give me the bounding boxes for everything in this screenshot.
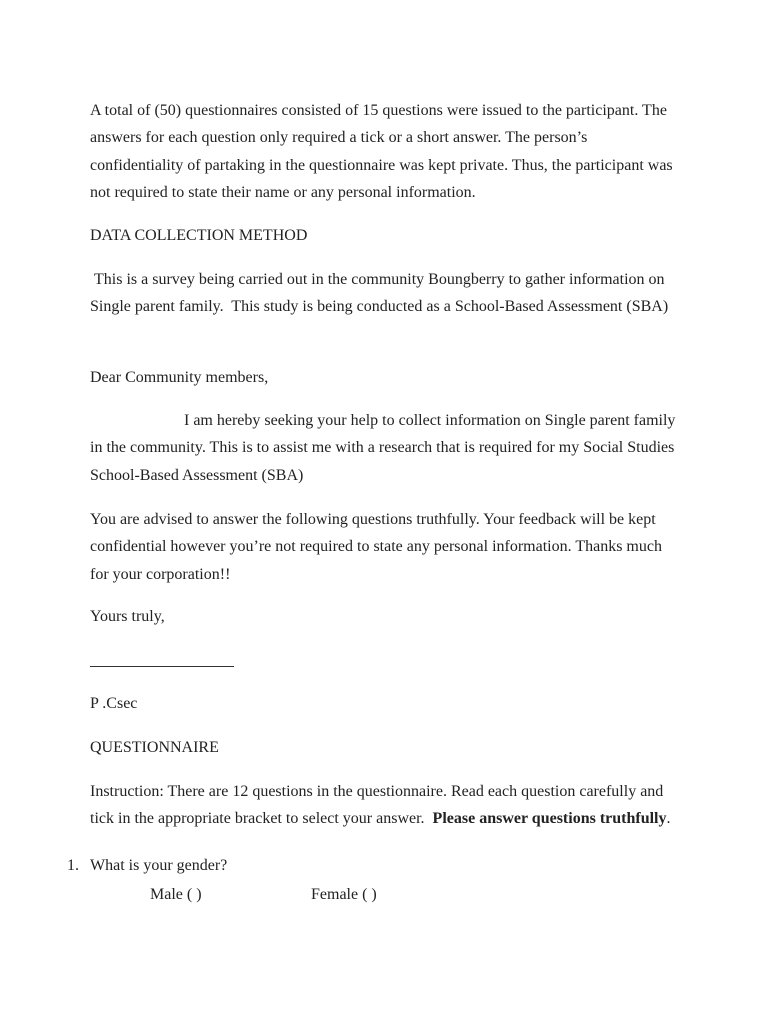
instruction-paragraph	[90, 778, 680, 833]
advice-paragraph: You are advised to answer the following questions truthfully. Your feedback will be kept confidential however you’re not required to state any personal information. Thanks much for your corporation!!	[90, 511, 662, 583]
instruction-emphasis: Please answer questions truthfully	[432, 810, 667, 828]
salutation: Dear Community members,	[90, 369, 269, 386]
option-female[interactable]: Female ( )	[311, 886, 377, 903]
closing: Yours truly,	[90, 608, 165, 625]
instruction-period: .	[666, 810, 671, 828]
signature-name: P .Csec	[90, 695, 138, 712]
request-paragraph: I am hereby seeking your help to collect information on Single parent family in the community. This is to assist me with a research that is required for my Social Studies School-Based Assessment (SBA)	[90, 412, 676, 484]
intro-paragraph: A total of (50) questionnaires consisted of 15 questions were issued to the participant. The answers for each question only required a tick or a short answer. The person’s confidentiality of partaking in the questionnaire was kept private. Thus, the participant was not required to state their name or any personal information.	[90, 102, 673, 201]
survey-paragraph: This is a survey being carried out in the community Boungberry to gather information on Single parent family. This study is being conducted as a School-Based Assessment (SBA)	[90, 271, 669, 316]
instruction-text: Instruction: There are 12 questions in the questionnaire. Read each question carefully and tick in the appropriate bracket to select your answer.	[90, 783, 668, 828]
question-text: What is your gender?	[90, 857, 228, 874]
option-male[interactable]: Male ( )	[150, 886, 202, 903]
question-number: 1.	[67, 857, 79, 874]
signature-line	[90, 666, 234, 667]
questionnaire-heading: QUESTIONNAIRE	[90, 739, 219, 756]
data-collection-heading: DATA COLLECTION METHOD	[90, 227, 308, 244]
